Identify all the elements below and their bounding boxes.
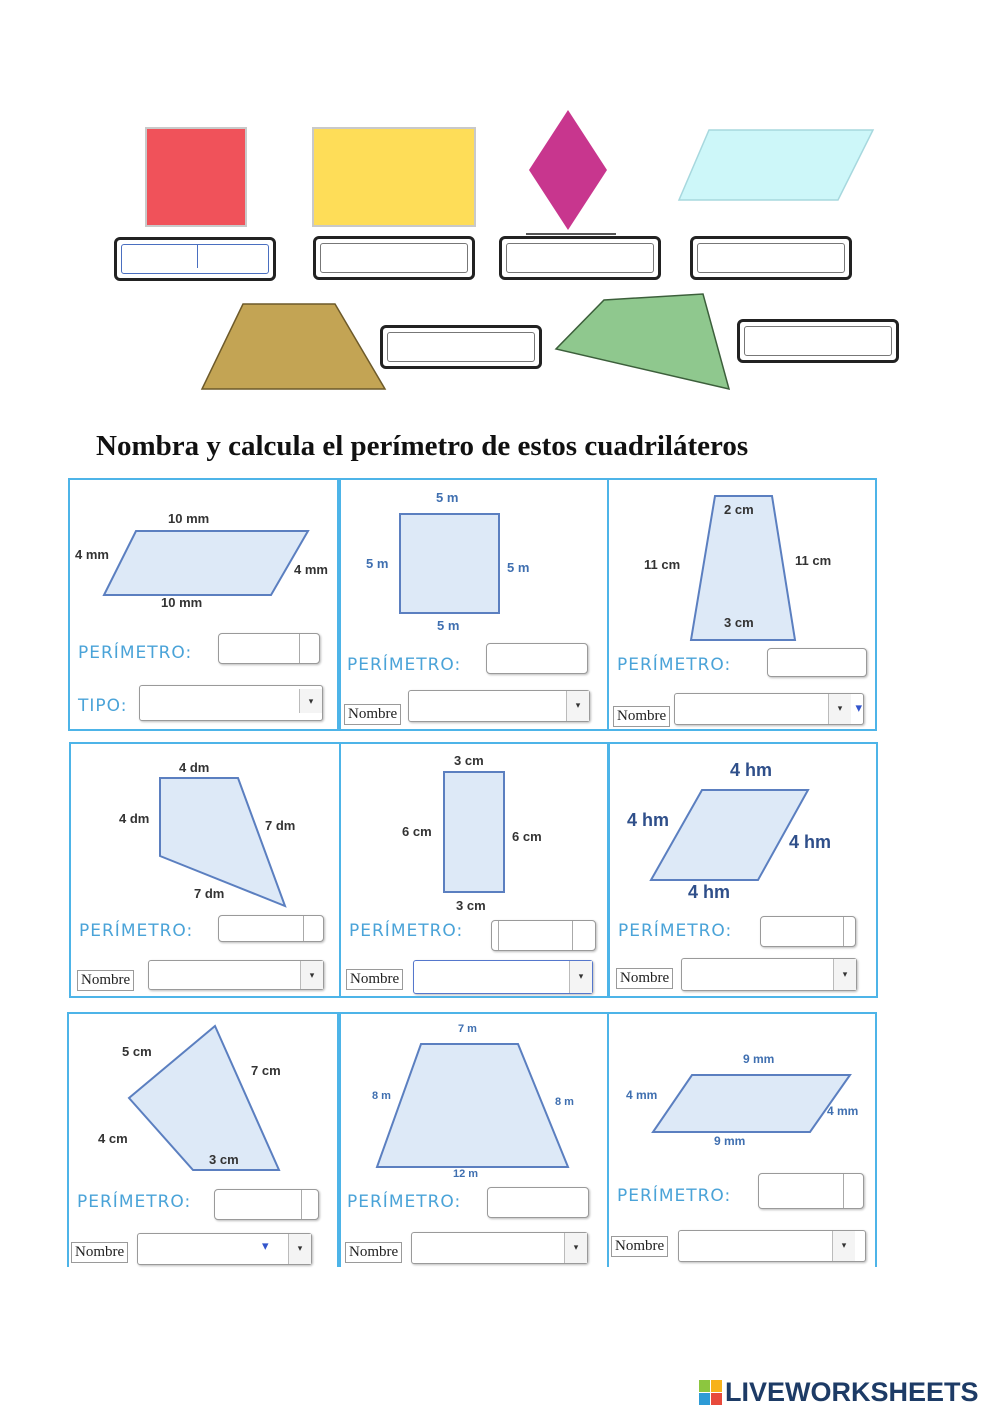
trapezoid-shape	[377, 1044, 568, 1167]
measure-left: 11 cm	[644, 557, 681, 572]
rhombus-shape	[651, 790, 808, 880]
measure-left: 4 mm	[626, 1088, 658, 1102]
exercise-cell-9	[607, 1012, 877, 1267]
square-shape	[400, 514, 499, 613]
answer-box-brown-trapezoid[interactable]	[380, 325, 542, 369]
chevron-down-icon[interactable]: ▾	[566, 691, 589, 721]
red-square	[146, 128, 246, 226]
measure-right: 5 m	[507, 560, 530, 575]
measure-top: 5 cm	[122, 1044, 152, 1059]
tipo-select[interactable]	[139, 685, 323, 721]
parallelogram-shape	[104, 531, 308, 595]
measure-right: 6 cm	[512, 829, 542, 844]
nombre-label: Nombre	[77, 970, 134, 991]
nombre-label: Nombre	[345, 1242, 402, 1263]
perimetro-input[interactable]	[767, 648, 867, 677]
answer-input[interactable]	[744, 326, 892, 356]
exercise-cell-6	[608, 742, 878, 998]
chevron-down-icon[interactable]: ▾	[300, 961, 323, 989]
measure-right: 11 cm	[795, 553, 832, 568]
perimetro-input[interactable]	[486, 643, 588, 674]
measure-bottom: 7 dm	[194, 886, 225, 901]
measure-top: 2 cm	[724, 502, 754, 517]
measure-bottom: 12 m	[453, 1168, 479, 1180]
nombre-select[interactable]	[681, 958, 857, 991]
nombre-label: Nombre	[611, 1236, 668, 1257]
perimetro-label: PERÍMETRO:	[617, 1186, 732, 1206]
exercise-cell-7	[67, 1012, 339, 1267]
measure-right: 7 cm	[251, 1063, 281, 1078]
measure-right: 4 hm	[789, 832, 832, 852]
perimetro-input[interactable]	[218, 915, 324, 942]
measure-top: 10 mm	[168, 511, 210, 526]
measure-bottom: 3 cm	[724, 615, 754, 630]
perimetro-label: PERÍMETRO:	[77, 1192, 192, 1212]
answer-input[interactable]	[506, 243, 654, 273]
brand-name: LIVEWORKSHEETS	[725, 1377, 979, 1407]
nombre-select[interactable]	[148, 960, 324, 990]
brown-trapezoid	[202, 304, 385, 389]
measure-top: 9 mm	[743, 1052, 775, 1066]
nombre-select[interactable]	[674, 693, 864, 725]
perimetro-label: PERÍMETRO:	[347, 1192, 462, 1212]
perimetro-input[interactable]	[218, 633, 320, 664]
exercise-cell-1	[68, 478, 339, 731]
perimetro-label: PERÍMETRO:	[617, 655, 732, 675]
measure-bottom: 10 mm	[161, 595, 203, 610]
measure-top: 4 dm	[179, 760, 210, 775]
measure-top: 7 m	[458, 1023, 477, 1035]
chevron-down-icon[interactable]: ▾	[832, 1231, 855, 1261]
measure-bottom: 3 cm	[209, 1152, 239, 1167]
measure-bottom: 5 m	[437, 618, 460, 633]
measure-top: 4 hm	[730, 760, 773, 780]
parallelogram-shape	[653, 1075, 850, 1132]
measure-bottom: 3 cm	[456, 898, 486, 913]
measure-bottom: 4 hm	[688, 882, 731, 902]
measure-right: 8 m	[555, 1096, 574, 1108]
chevron-down-icon[interactable]: ▾	[569, 961, 592, 993]
perimetro-label: PERÍMETRO:	[349, 921, 464, 941]
measure-right: 4 mm	[294, 562, 328, 577]
magenta-rhombus	[529, 110, 607, 230]
perimetro-label: PERÍMETRO:	[347, 655, 462, 675]
measure-left: 5 m	[366, 556, 389, 571]
liveworksheets-icon	[698, 1379, 724, 1409]
answer-input[interactable]	[697, 243, 845, 273]
nombre-label: Nombre	[616, 968, 673, 989]
perimetro-input[interactable]	[214, 1189, 319, 1220]
perimetro-input[interactable]	[760, 916, 856, 947]
measure-left: 4 mm	[75, 547, 109, 562]
measure-top: 3 cm	[454, 753, 484, 768]
nombre-select[interactable]	[137, 1233, 312, 1265]
measure-top: 5 m	[436, 490, 459, 505]
answer-box-cyan-parallelogram[interactable]	[690, 236, 852, 280]
answer-input[interactable]	[121, 244, 269, 274]
exercise-cell-2	[339, 478, 609, 731]
answer-input[interactable]	[320, 243, 468, 273]
nombre-label: Nombre	[71, 1242, 128, 1263]
cyan-parallelogram	[679, 130, 873, 200]
measure-bottom: 9 mm	[714, 1134, 746, 1148]
green-trapezoid	[556, 294, 729, 389]
measure-left: 4 hm	[627, 810, 670, 830]
exercise-cell-8	[339, 1012, 609, 1267]
perimetro-label: PERÍMETRO:	[78, 643, 193, 663]
nombre-label: Nombre	[613, 706, 670, 727]
answer-input[interactable]	[387, 332, 535, 362]
rhombus-underline	[526, 233, 616, 235]
measure-right: 7 dm	[265, 818, 296, 833]
text-cursor	[197, 244, 198, 268]
perimetro-label: PERÍMETRO:	[618, 921, 733, 941]
rectangle-shape	[444, 772, 504, 892]
nombre-select[interactable]	[408, 690, 590, 722]
nombre-select[interactable]	[413, 960, 593, 994]
answer-box-yellow-rectangle[interactable]	[313, 236, 475, 280]
exercise-cell-4	[69, 742, 341, 998]
shape-trapezoid	[341, 1014, 611, 1269]
measure-left: 8 m	[372, 1090, 391, 1102]
nombre-select[interactable]	[678, 1230, 866, 1262]
perimetro-label: PERÍMETRO:	[79, 921, 194, 941]
nombre-label: Nombre	[346, 969, 403, 990]
measure-left: 4 cm	[98, 1131, 128, 1146]
yellow-rectangle	[313, 128, 475, 226]
perimetro-input[interactable]	[491, 920, 596, 951]
chevron-down-icon[interactable]: ▾	[564, 1233, 587, 1263]
chevron-down-icon[interactable]: ▾	[299, 689, 322, 713]
nombre-select[interactable]	[411, 1232, 588, 1264]
exercise-cell-3	[607, 478, 877, 731]
answer-box-green-trapezoid[interactable]	[737, 319, 899, 363]
chevron-down-icon[interactable]: ▾	[828, 694, 851, 724]
measure-left: 4 dm	[119, 811, 150, 826]
dropdown-icon[interactable]: ▾	[855, 700, 862, 715]
measure-left: 6 cm	[402, 824, 432, 839]
chevron-down-icon[interactable]: ▾	[833, 959, 856, 990]
answer-box-magenta-rhombus[interactable]	[499, 236, 661, 280]
answer-box-red-square[interactable]	[114, 237, 276, 281]
tipo-label: TIPO:	[78, 696, 128, 716]
chevron-down-icon[interactable]: ▾	[288, 1234, 311, 1264]
perimetro-input[interactable]	[758, 1173, 864, 1209]
measure-right: 4 mm	[827, 1104, 859, 1118]
perimetro-input[interactable]	[487, 1187, 589, 1218]
page-title: Nombra y calcula el perímetro de estos cuadriláteros	[96, 430, 749, 462]
exercise-cell-5	[339, 742, 609, 998]
dropdown-icon[interactable]: ▾	[262, 1238, 269, 1253]
nombre-label: Nombre	[344, 704, 401, 725]
